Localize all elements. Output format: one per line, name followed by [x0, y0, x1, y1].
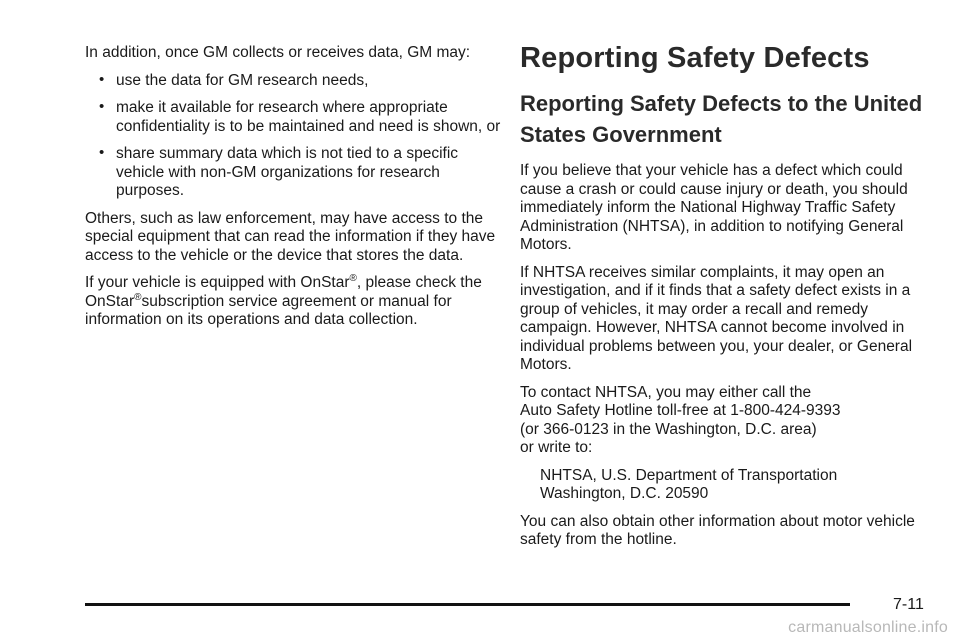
bullet-icon: •: [99, 144, 105, 161]
right-column: [520, 44, 940, 559]
access-paragraph: Others, such as law enforcement, may have access to the special equipment that can read the information if they have access to the vehicle or the device that stores the data.: [85, 209, 496, 264]
list-item: • share summary data which is not tied to a specific vehicle with non-GM organizations for research purposes.: [99, 144, 459, 199]
registered-mark: ®: [349, 272, 357, 284]
list-item: • use the data for GM research needs,: [99, 70, 369, 89]
onstar-paragraph: If your vehicle is equipped with OnStar®, please check the OnStar®subscription service agreement or manual for information on its operations and data collection.: [85, 272, 482, 328]
section-heading: Reporting Safety Defects: [520, 42, 870, 74]
list-item: • make it available for research where appropriate confidentiality is to be maintained and need is shown, or: [99, 98, 501, 135]
mailing-address: NHTSA, U.S. Department of Transportation Washington, D.C. 20590: [540, 466, 838, 502]
nhtsa-investigation-paragraph: If NHTSA receives similar complaints, it may open an investigation, and if it finds that a safety defect exists in a group of vehicles, it may order a recall and remedy campaign. However, NHTSA cannot become involved in individual problems between you, your dealer, or General Motors.: [520, 263, 913, 373]
bullet-icon: •: [99, 70, 105, 88]
page-number: 7-11: [893, 596, 924, 613]
registered-mark: ®: [134, 291, 142, 303]
contact-paragraph: To contact NHTSA, you may either call the Auto Safety Hotline toll-free at 1-800-424-9393 (or 366-0123 in the Washington, D.C. area) or write to:: [520, 383, 841, 456]
bullet-icon: •: [99, 98, 105, 115]
data-use-list: [85, 72, 503, 201]
subsection-heading: Reporting Safety Defects to the United States Government: [520, 91, 923, 147]
defect-paragraph: If you believe that your vehicle has a defect which could cause a crash or could cause injury or death, you should immediately inform the National Highway Traffic Safety Administration (NHTSA), in addition to notifying General Motors.: [520, 162, 908, 253]
footer-rule: [85, 603, 850, 606]
left-column: [85, 44, 503, 339]
watermark: carmanualsonline.info: [788, 619, 948, 636]
hotline-paragraph: You can also obtain other information about motor vehicle safety from the hotline.: [520, 512, 915, 548]
intro-paragraph: In addition, once GM collects or receives data, GM may:: [85, 44, 471, 61]
